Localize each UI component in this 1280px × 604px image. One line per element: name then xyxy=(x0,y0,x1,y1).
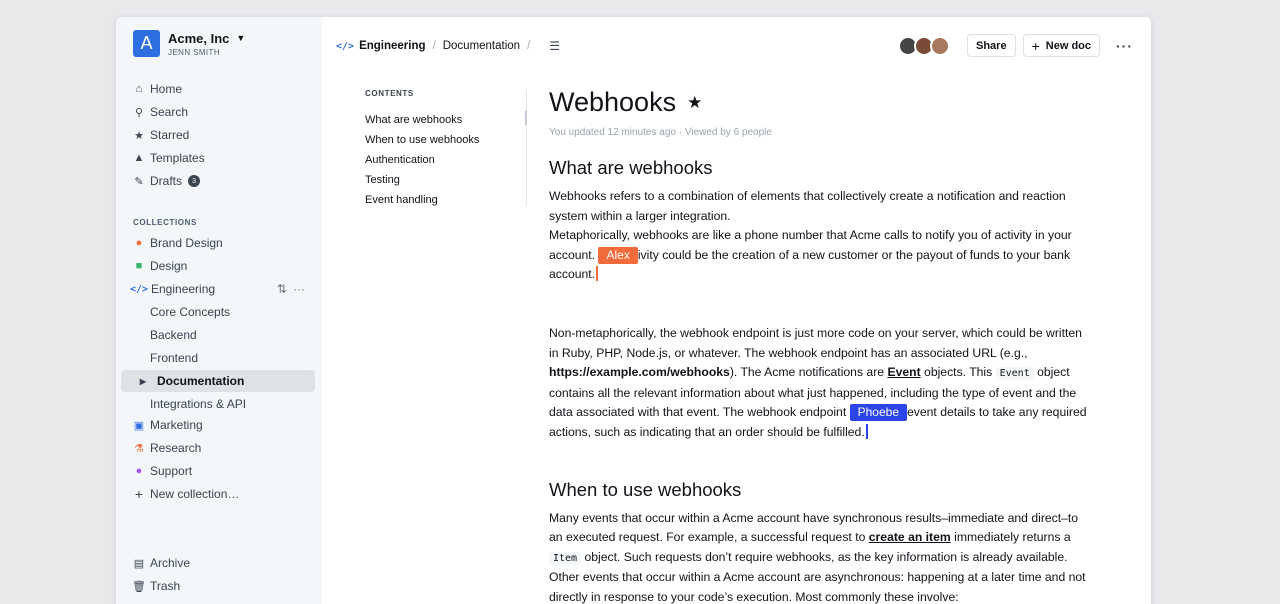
section-heading: What are webhooks xyxy=(549,157,713,178)
team-logo: A xyxy=(133,30,160,57)
sidebar-item-search[interactable]: ⚲ Search xyxy=(134,105,189,119)
sidebar xyxy=(116,17,322,604)
drafts-count-badge: 3 xyxy=(188,175,200,187)
sidebar-item-backend[interactable]: Backend xyxy=(150,328,197,342)
sidebar-item-archive[interactable]: ▤ Archive xyxy=(133,556,191,570)
document[interactable] xyxy=(549,87,1094,604)
sort-icon[interactable]: ⇅ xyxy=(276,282,287,296)
sidebar-item-design[interactable]: ■ Design xyxy=(121,255,315,277)
plus-icon: + xyxy=(134,486,144,502)
collaborator-cursor xyxy=(866,424,868,439)
contents-item[interactable]: Authentication xyxy=(365,154,435,166)
marketing-icon: ▣ xyxy=(133,419,145,432)
archive-icon: ▤ xyxy=(133,557,145,570)
design-icon: ■ xyxy=(135,260,143,272)
url-text: https://example.com/webhooks xyxy=(549,365,730,380)
star-icon[interactable]: ★ xyxy=(687,92,703,112)
doc-meta: You updated 12 minutes ago · Viewed by 6 people xyxy=(549,127,772,138)
shapes-icon: ▲ xyxy=(133,152,145,164)
pencil-icon: ✎ xyxy=(134,175,144,188)
share-button[interactable]: Share xyxy=(967,34,1016,57)
new-doc-button[interactable]: + New doc xyxy=(1023,34,1100,57)
star-icon: ★ xyxy=(134,129,144,142)
more-icon[interactable]: ··· xyxy=(1116,37,1133,54)
home-icon: ⌂ xyxy=(135,83,143,95)
user-name: JENN SMITH xyxy=(168,47,220,57)
header-actions xyxy=(902,34,1133,57)
table-of-contents-icon[interactable]: ☰ xyxy=(549,39,561,53)
inline-code: Event xyxy=(996,367,1034,380)
sidebar-item-marketing[interactable]: ▣ Marketing xyxy=(133,418,203,432)
collaborator-cursor xyxy=(596,266,598,281)
sidebar-item-starred[interactable]: ★ Starred xyxy=(134,128,190,142)
contents-heading: CONTENTS xyxy=(365,89,414,98)
plus-icon: + xyxy=(1031,37,1040,54)
sidebar-item-documentation[interactable]: ▶ Documentation xyxy=(121,370,315,392)
brand-design-icon: ● xyxy=(135,237,143,249)
sidebar-item-research[interactable]: ⚗ Research xyxy=(134,441,202,455)
code-icon: </> xyxy=(129,283,149,295)
doc-title[interactable]: Webhooks xyxy=(549,87,677,117)
contents-item[interactable]: Event handling xyxy=(365,194,438,206)
contents-item[interactable]: When to use webhooks xyxy=(365,134,480,146)
create-item-link[interactable]: create an item xyxy=(868,530,951,545)
sidebar-item-frontend[interactable]: Frontend xyxy=(150,351,199,365)
contents-panel xyxy=(365,89,527,210)
contents-item[interactable]: What are webhooks xyxy=(365,114,463,126)
new-collection-button[interactable]: + New collection… xyxy=(134,486,240,502)
breadcrumb-collection[interactable]: Engineering xyxy=(359,40,426,52)
sidebar-item-home[interactable]: ⌂ Home xyxy=(121,78,315,100)
caret-down-icon: ▼ xyxy=(236,33,246,43)
paragraph: Metaphorically, webhooks are like a phone number that Acme calls to notify you of activity in your account. Alex ivity could be the creation of a new customer or the payout of funds to your bank account. xyxy=(549,228,1072,282)
event-link[interactable]: Event xyxy=(887,365,921,380)
more-icon[interactable]: ··· xyxy=(293,282,305,296)
code-icon: </> xyxy=(336,40,355,52)
paragraph: Other events that occur within a Acme account are asynchronous: happening at a later time and not directly in response to your code’s execution. Most commonly these involve: xyxy=(549,570,1086,604)
sidebar-item-trash[interactable]: 🗑 Trash xyxy=(132,579,181,593)
contents-item[interactable]: Testing xyxy=(365,174,400,186)
sidebar-item-core-concepts[interactable]: Core Concepts xyxy=(150,305,231,319)
trash-icon: 🗑 xyxy=(132,580,146,593)
section-heading: When to use webhooks xyxy=(549,478,742,500)
collections-heading: COLLECTIONS xyxy=(133,218,197,227)
sidebar-item-templates[interactable]: ▲ Templates xyxy=(133,151,205,165)
sidebar-item-engineering[interactable]: </> Engineering ⇅ ··· xyxy=(129,282,305,296)
paragraph: Non-metaphorically, the webhook endpoint is just more code on your server, which could be written in Ruby, PHP, Node.js, or whatever. The webhook endpoint has an associated URL (e.g., https://example.com/webhooks). The Acme notifications are Event objects. This Event object contains all the relevant information about what just happened, including the type of event and the data associated with that event. The webhook endpoint Phoebe event details to take any required actions, such as indicating that an order should be fulfilled. xyxy=(549,325,1087,439)
inline-code: Item xyxy=(549,552,581,565)
breadcrumb-doc[interactable]: Documentation xyxy=(442,40,521,52)
avatar xyxy=(930,36,950,56)
caret-right-icon: ▶ xyxy=(139,376,147,386)
sidebar-item-brand-design[interactable]: ● Brand Design xyxy=(121,232,315,254)
app-window xyxy=(116,17,1151,604)
breadcrumb: </> Engineering / Documentation / ☰ xyxy=(336,39,561,53)
sidebar-item-support[interactable]: ● Support xyxy=(121,460,315,482)
search-icon: ⚲ xyxy=(134,106,144,119)
paragraph: Many events that occur within a Acme account have synchronous results–immediate and direct–to an executed request. For example, a successful request to create an item immediately returns a Item object. Such requests don’t require webhooks, as the key information is already available. xyxy=(549,510,1079,564)
sidebar-item-integrations-api[interactable]: Integrations & API xyxy=(150,397,247,411)
flask-icon: ⚗ xyxy=(134,442,144,455)
main-content xyxy=(322,17,1151,604)
bulb-icon: ● xyxy=(135,465,143,477)
collaborator-avatars[interactable] xyxy=(902,36,950,56)
sidebar-item-drafts[interactable]: ✎ Drafts 3 xyxy=(121,170,315,192)
collaborator-cursor-label: Phoebe xyxy=(850,404,907,421)
team-name: Acme, Inc xyxy=(168,30,230,46)
paragraph: Webhooks refers to a combination of elements that collectively create a notification and reaction system within a larger integration. xyxy=(549,189,1066,223)
collaborator-cursor-label: Alex xyxy=(598,247,637,264)
team-switcher[interactable] xyxy=(133,30,245,57)
